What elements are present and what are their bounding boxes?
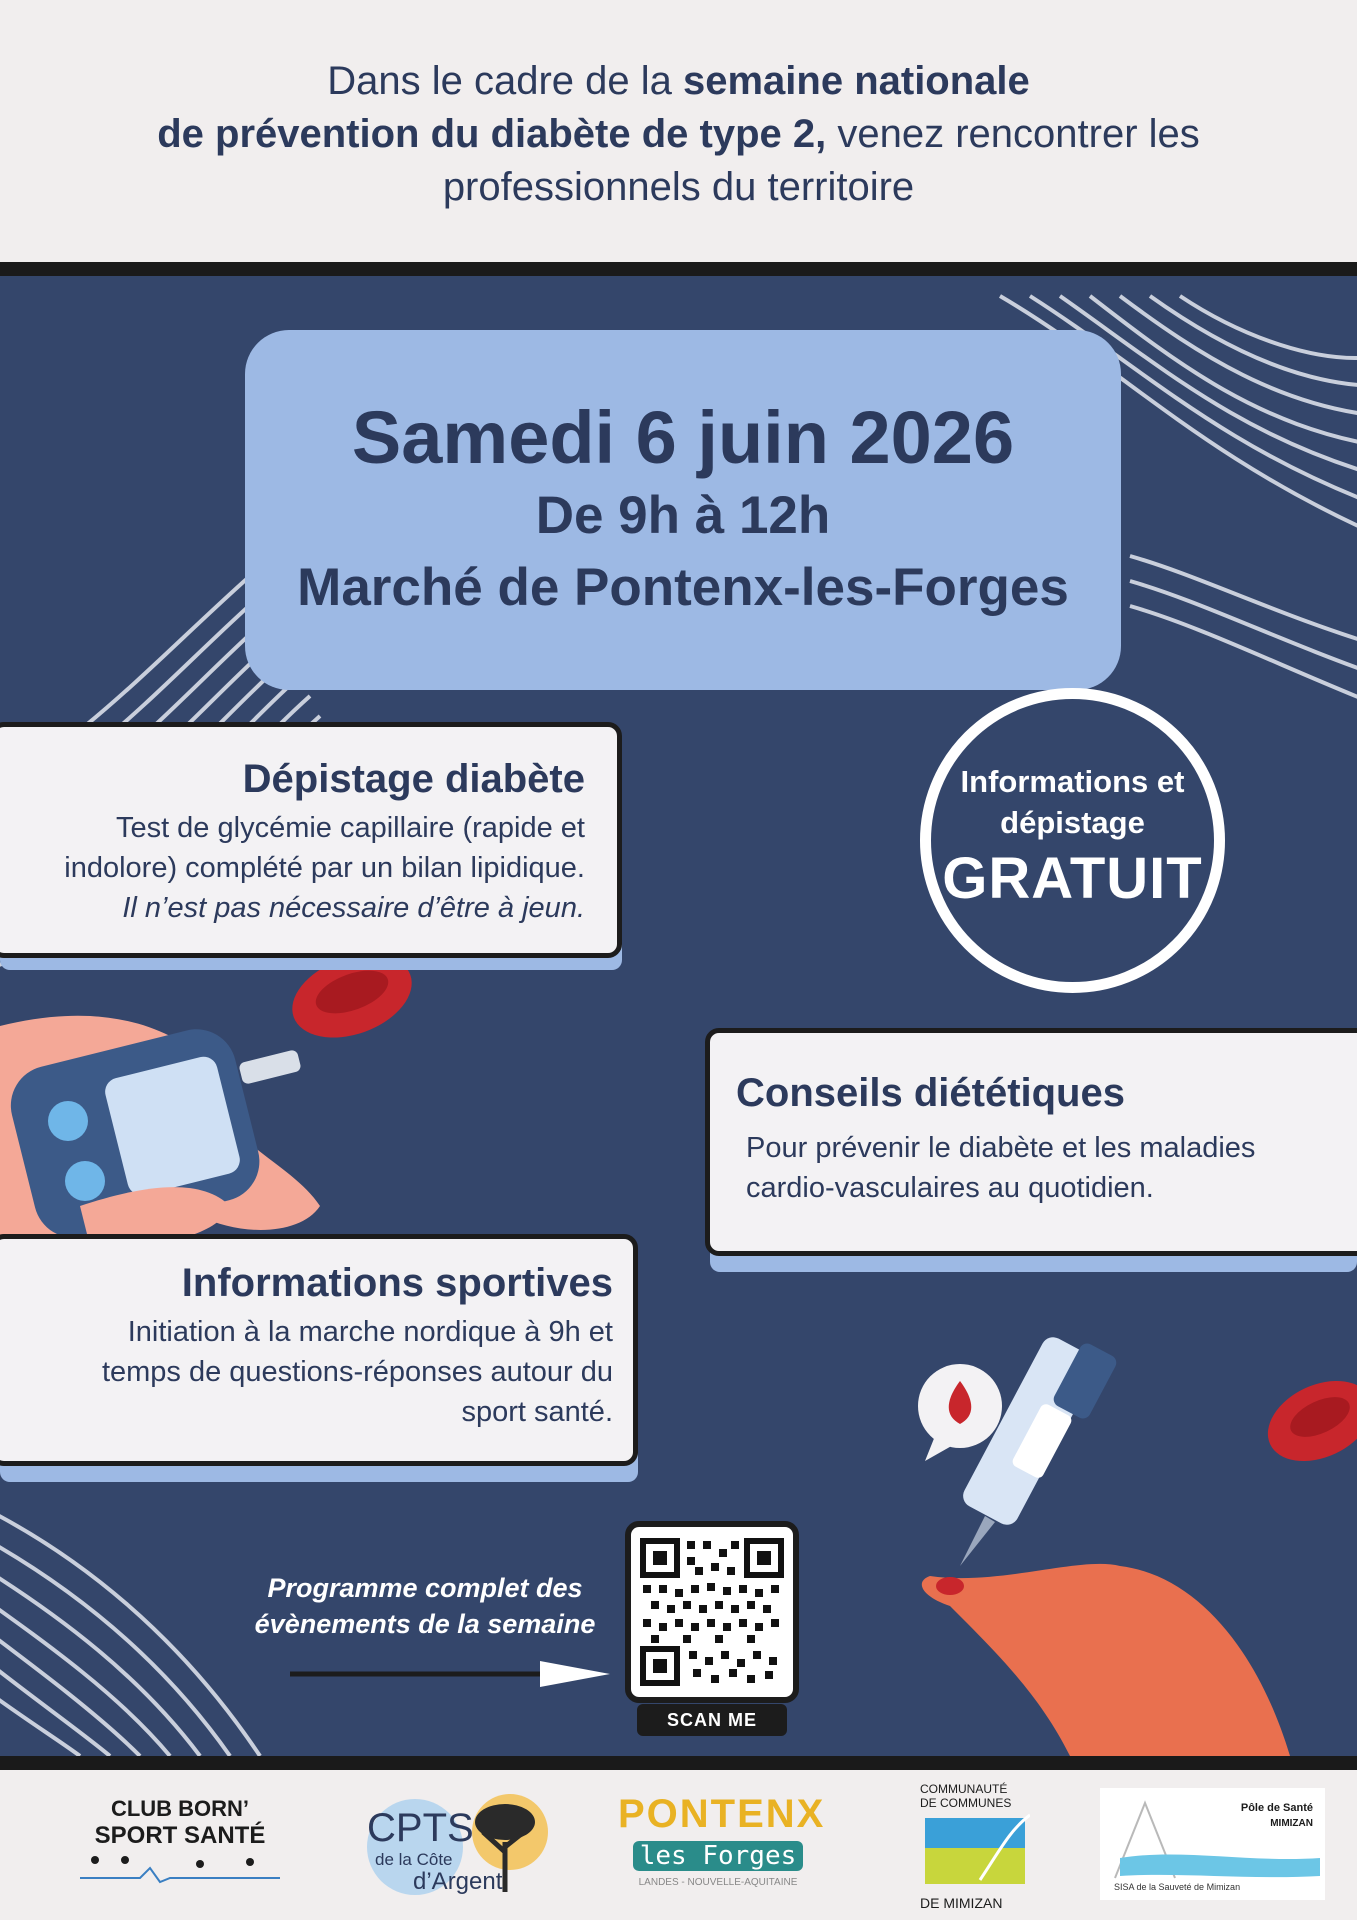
conseils-card [705,1028,1357,1256]
cdc-logo-line-1: COMMUNAUTÉ [920,1782,1008,1796]
qr-code-pattern [631,1527,793,1697]
pole-logo-line-3: SISA de la Sauveté de Mimizan [1114,1882,1241,1892]
depistage-card [0,722,622,958]
intro-line-3: professionnels du territoire [442,165,915,209]
pontenx-logo [618,1792,826,1888]
main-panel [0,262,1357,1770]
pole-logo-line-2: MIMIZAN [1270,1818,1313,1829]
depistage-line-1: Test de glycémie capillaire (rapide et [115,812,585,844]
intro-line-1-bold: semaine nationale [682,59,1030,103]
cdc-logo-mark [920,1810,1030,1890]
intro-text [0,55,1357,214]
cdc-logo-line-2: DE COMMUNES [920,1796,1012,1810]
intro-line-1-pre: Dans le cadre de la [327,59,683,103]
club-logo-line-1: CLUB BORN’ [110,1796,250,1821]
depistage-note: Il n’est pas nécessaire d’être à jeun. [122,892,585,924]
depistage-line-2: indolore) complété par un bilan lipidique. [64,852,585,884]
sport-card [0,1234,638,1466]
club-logo-line-2: SPORT SANTÉ [94,1822,266,1849]
sport-line-2: temps de questions-réponses autour du [101,1356,613,1388]
pontenx-logo-line-3: LANDES - NOUVELLE-AQUITAINE [638,1877,798,1888]
conseils-line-2: cardio-vasculaires au quotidien. [746,1172,1154,1204]
intro-line-2 [0,108,1357,161]
cpts-logo-line-1: CPTS [367,1806,474,1850]
conseils-line-1: Pour prévenir le diabète et les maladies [746,1132,1256,1164]
cdc-logo-line-3: DE MIMIZAN [920,1895,1003,1911]
cdc-mimizan-logo [920,1782,1040,1912]
intro-line-2-post: venez rencontrer les [826,112,1200,156]
insulin-pen-illustration [918,1333,1290,1756]
depistage-title: Dépistage diabète [242,757,585,801]
scan-me-label: SCAN ME [637,1704,787,1736]
intro-line-2-bold: de prévention du diabète de type 2, [157,112,827,156]
badge-line-2: dépistage [1000,805,1145,840]
sport-line-1: Initiation à la marche nordique à 9h et [127,1316,613,1348]
sport-title: Informations sportives [181,1261,613,1305]
program-text [245,1570,605,1642]
event-place: Marché de Pontenx-les-Forges [297,558,1069,617]
club-born-logo [80,1796,280,1889]
badge-line-1: Informations et [960,764,1185,799]
badge-line-3: GRATUIT [942,846,1203,911]
free-badge [920,688,1225,993]
intro-line-1 [0,55,1357,108]
fitness-figures-icon [80,1850,280,1884]
sport-line-3: sport santé. [461,1396,613,1428]
event-date: Samedi 6 juin 2026 [351,396,1015,479]
pole-sante-logo [1100,1788,1325,1900]
partner-logos [0,1770,1357,1920]
cpts-logo-line-2: de la Côte [375,1850,453,1869]
cpts-logo-line-3: d’Argent [413,1868,503,1895]
event-time: De 9h à 12h [535,486,831,545]
qr-code[interactable] [625,1521,799,1703]
cpts-logo [355,1792,555,1902]
arrow-right-icon [290,1661,610,1687]
program-line-1: Programme complet des [267,1573,583,1603]
pole-logo-line-1: Pôle de Santé [1240,1802,1313,1814]
conseils-title: Conseils diététiques [736,1071,1125,1115]
program-line-2: évènements de la semaine [254,1609,596,1639]
glucose-meter-illustration [0,1016,320,1247]
event-info-box [245,330,1121,690]
pontenx-logo-line-2: les Forges [633,1841,803,1871]
pontenx-logo-line-1: PONTENX [618,1792,826,1836]
